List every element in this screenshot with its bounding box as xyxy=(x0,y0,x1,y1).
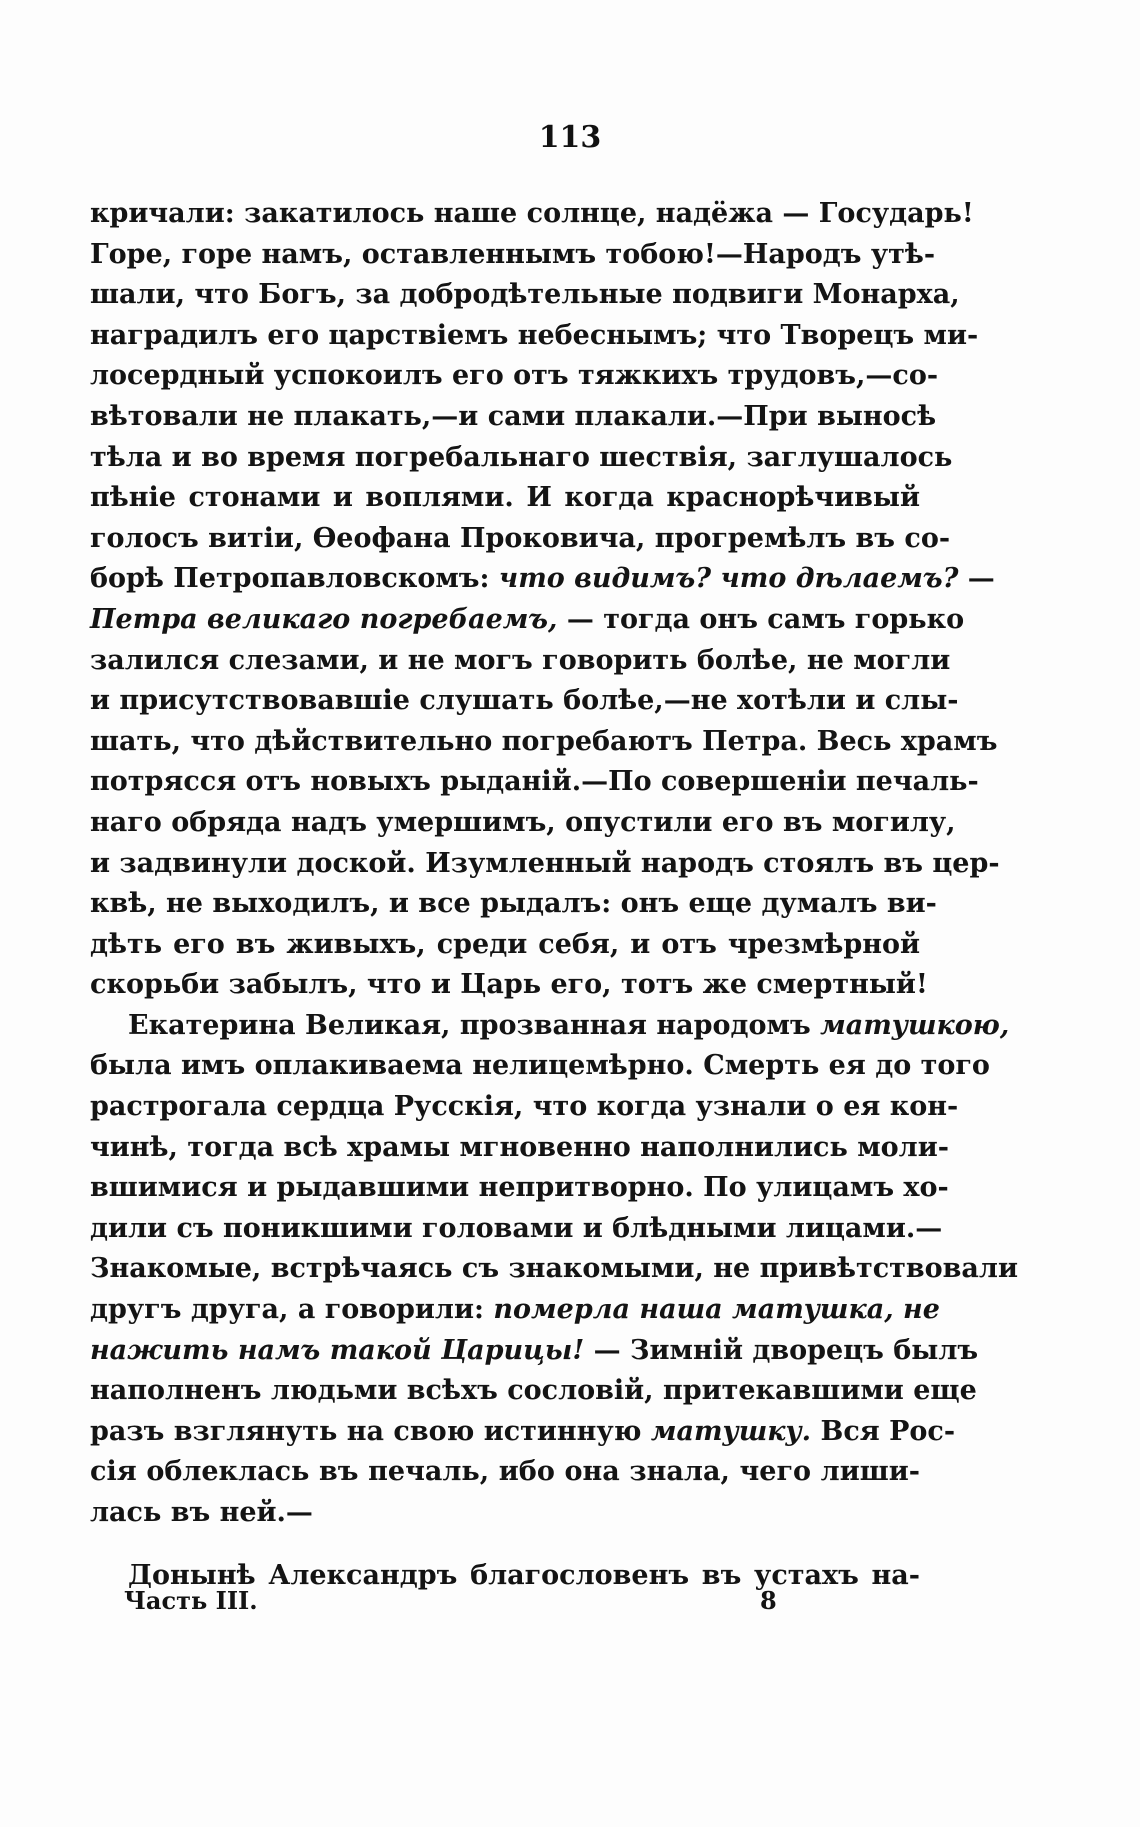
text-line: залился слезами, и не могъ говорить болѣе, не могли xyxy=(90,644,951,676)
italic-quote: померла наша матушка, не xyxy=(493,1294,940,1326)
signature-mark: 8 xyxy=(760,1586,777,1615)
text-run: другъ друга, а говорили: xyxy=(90,1294,494,1326)
text-line: растрогала сердца Русскія, что когда узнали о ея кон- xyxy=(90,1091,959,1123)
text-run: Екатерина Великая, прозванная народомъ xyxy=(128,1009,821,1041)
text-line: шать, что дѣйствительно погребаютъ Петра. Весь храмъ xyxy=(90,725,998,757)
text-line: потрясся отъ новыхъ рыданій.—По совершеніи печаль- xyxy=(90,766,979,798)
paragraph-2 xyxy=(90,1006,1018,1534)
text-line: и задвинули доской. Изумленный народъ стоялъ въ цер- xyxy=(90,847,1000,879)
text-run: — Зимній дворецъ былъ xyxy=(584,1334,979,1366)
paragraph-gap xyxy=(90,1534,920,1556)
text-line: чинѣ, тогда всѣ храмы мгновенно наполнились моли- xyxy=(90,1131,949,1163)
text-run: разъ взглянуть на свою истинную xyxy=(90,1415,651,1447)
text-line xyxy=(90,559,995,600)
page-number: 113 xyxy=(538,120,602,155)
text-line: скорьби забылъ, что и Царь его, тотъ же смертный! xyxy=(90,969,928,1001)
text-line: была имъ оплакиваема нелицемѣрно. Смерть ея до того xyxy=(90,1050,990,1082)
text-line: наградилъ его царствіемъ небеснымъ; что Творецъ ми- xyxy=(90,319,979,351)
body-text xyxy=(90,194,1018,1596)
italic-quote: нажить намъ такой Царицы! xyxy=(90,1334,585,1366)
text-line xyxy=(90,600,965,641)
text-line: квѣ, не выходилъ, и все рыдалъ: онъ еще думалъ ви- xyxy=(90,888,937,920)
text-line: кричали: закатилось наше солнце, надёжа — Государь! xyxy=(90,198,974,229)
text-line: голосъ витіи, Өеофана Проковича, прогремѣлъ въ со- xyxy=(90,522,951,554)
text-line: Горе, горе намъ, оставленнымъ тобою!—Народъ утѣ- xyxy=(90,238,936,270)
part-label: Часть III. xyxy=(124,1586,258,1615)
italic-word: матушку. xyxy=(650,1415,812,1447)
text-line xyxy=(90,1331,979,1372)
text-line: вшимися и рыдавшими непритворно. По улицамъ хо- xyxy=(90,1172,949,1204)
text-run: — тогда онъ самъ горько xyxy=(557,603,965,635)
text-line: шали, что Богъ, за добродѣтельные подвиги Монарха, xyxy=(90,279,960,311)
text-line: лась въ ней.— xyxy=(90,1497,313,1528)
text-line: Донынѣ Александръ благословенъ въ устахъ на- xyxy=(128,1559,920,1591)
paragraph-1 xyxy=(90,194,1000,1006)
text-line: лосердный успокоилъ его отъ тяжкихъ трудовъ,—со- xyxy=(90,360,939,392)
text-line: наго обряда надъ умершимъ, опустили его въ могилу, xyxy=(90,806,956,838)
text-line: пѣніе стонами и воплями. И когда краснорѣчивый xyxy=(90,482,920,514)
text-line xyxy=(90,1006,1010,1047)
text-line: сія облеклась въ печаль, ибо она знала, чего лиши- xyxy=(90,1456,920,1488)
text-line: вѣтовали не плакать,—и сами плакали.—При выносѣ xyxy=(90,400,937,432)
text-run: — xyxy=(958,563,995,595)
text-run: Вся Рос- xyxy=(811,1415,956,1447)
text-line: дѣть его въ живыхъ, среди себя, и отъ чрезмѣрной xyxy=(90,928,920,960)
text-run: борѣ Петропавловскомъ: xyxy=(90,563,499,595)
text-line xyxy=(90,1290,940,1331)
italic-quote: Петра великаго погребаемъ, xyxy=(90,603,558,635)
text-line xyxy=(90,1412,956,1453)
italic-word: матушкою, xyxy=(820,1009,1010,1041)
text-line: наполненъ людьми всѣхъ сословій, притекавшими еще xyxy=(90,1375,977,1407)
italic-quote: что видимъ? что дѣлаемъ? xyxy=(498,563,959,595)
text-line: дили съ поникшими головами и блѣдными лицами.— xyxy=(90,1212,943,1244)
text-line: Знакомые, встрѣчаясь съ знакомыми, не привѣтствовали xyxy=(90,1253,1018,1285)
text-line: тѣла и во время погребальнаго шествія, заглушалось xyxy=(90,441,953,473)
text-line: и присутствовавшіе слушать болѣе,—не хотѣли и слы- xyxy=(90,685,959,717)
